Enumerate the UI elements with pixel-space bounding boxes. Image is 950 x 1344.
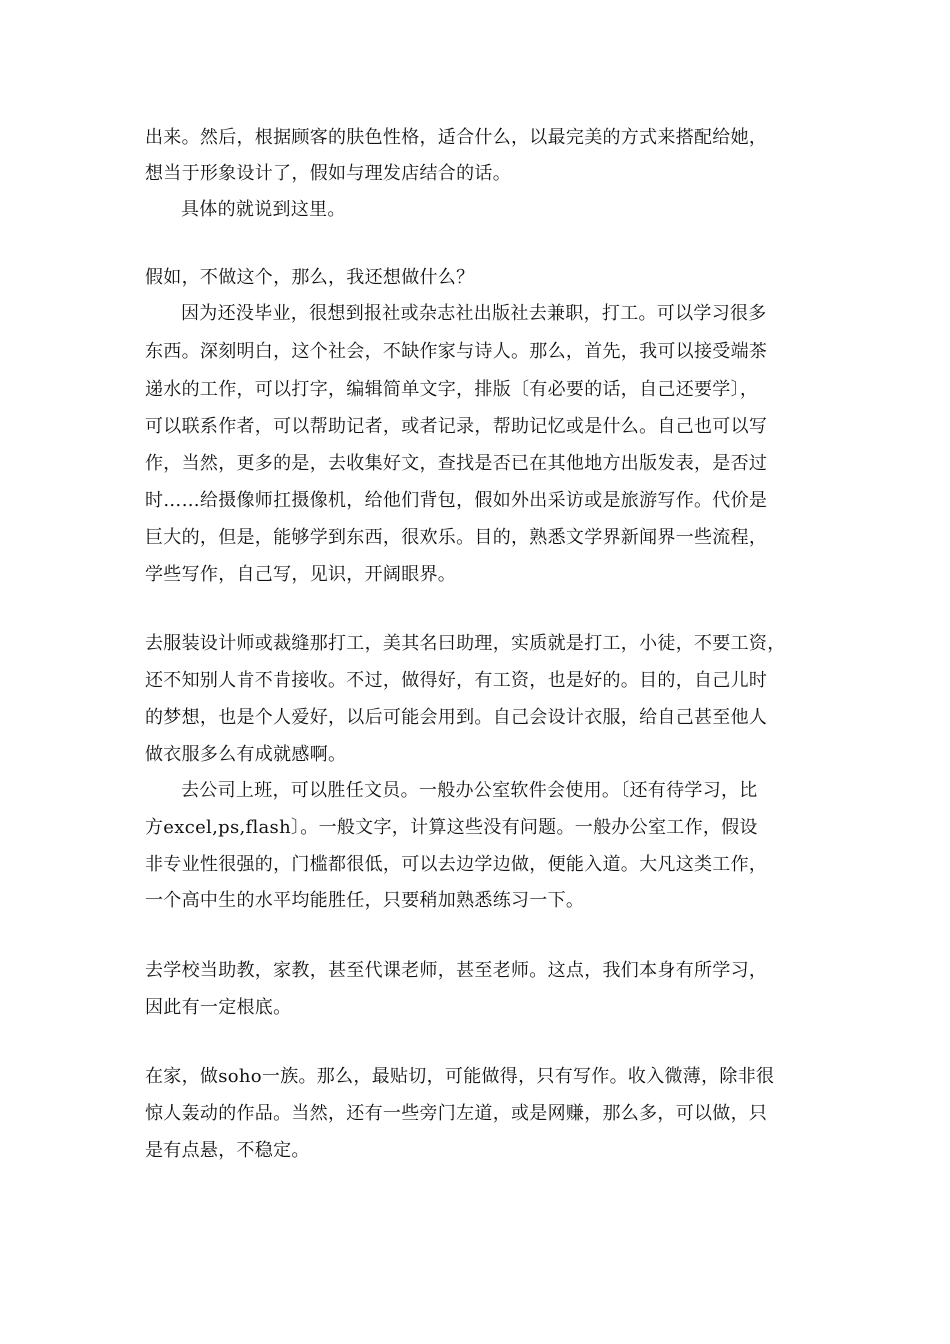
text-line: 去服装设计师或裁缝那打工，美其名曰助理，实质就是打工，小徒，不要工资， <box>145 633 786 654</box>
text-line: 假如，不做这个，那么，我还想做什么？ <box>145 267 475 288</box>
text-line: 因为还没毕业，很想到报社或杂志社出版社去兼职，打工。可以学习很多 <box>181 303 767 324</box>
text-line: 因此有一定根底。 <box>145 997 292 1018</box>
text-line: 去学校当助教，家教，甚至代课老师，甚至老师。这点，我们本身有所学习， <box>145 960 768 981</box>
text-line: 去公司上班，可以胜任文员。一般办公室软件会使用。〔还有待学习，比 <box>181 780 758 801</box>
text-line: 在家，做soho一族。那么，最贴切，可能做得，只有写作。收入微薄，除非很 <box>145 1066 775 1087</box>
text-line: 是有点悬，不稳定。 <box>145 1140 310 1161</box>
text-line: 还不知别人肯不肯接收。不过，做得好，有工资，也是好的。目的，自己儿时 <box>145 670 768 691</box>
text-line: 一个高中生的水平均能胜任，只要稍加熟悉练习一下。 <box>145 890 585 911</box>
text-line: 巨大的，但是，能够学到东西，很欢乐。目的，熟悉文学界新闻界一些流程， <box>145 527 768 548</box>
text-line: 想当于形象设计了，假如与理发店结合的话。 <box>145 163 511 184</box>
text-line: 时……给摄像师扛摄像机，给他们背包，假如外出采访或是旅游写作。代价是 <box>145 490 768 511</box>
text-line: 的梦想，也是个人爱好，以后可能会用到。自己会设计衣服，给自己甚至他人 <box>145 707 768 728</box>
text-line: 惊人轰动的作品。当然，还有一些旁门左道，或是网赚，那么多，可以做，只 <box>145 1103 768 1124</box>
text-line: 非专业性很强的，门槛都很低，可以去边学边做，便能入道。大凡这类工作， <box>145 854 768 875</box>
text-line: 学些写作，自己写，见识，开阔眼界。 <box>145 564 457 585</box>
text-line: 具体的就说到这里。 <box>181 199 346 220</box>
text-line: 方excel,ps,flash〕。一般文字，计算这些没有问题。一般办公室工作，假设 <box>145 817 758 838</box>
text-line: 递水的工作，可以打字，编辑简单文字，排版〔有必要的话，自己还要学〕， <box>145 379 759 400</box>
text-line: 作，当然，更多的是，去收集好文，查找是否已在其他地方出版发表，是否过 <box>145 453 768 474</box>
text-line: 可以联系作者，可以帮助记者，或者记录，帮助记忆或是什么。自己也可以写 <box>145 416 768 437</box>
text-line: 做衣服多么有成就感啊。 <box>145 744 347 765</box>
text-line: 出来。然后，根据顾客的肤色性格，适合什么，以最完美的方式来搭配给她， <box>145 127 768 148</box>
text-line: 东西。深刻明白，这个社会，不缺作家与诗人。那么，首先，我可以接受端茶 <box>145 341 768 362</box>
